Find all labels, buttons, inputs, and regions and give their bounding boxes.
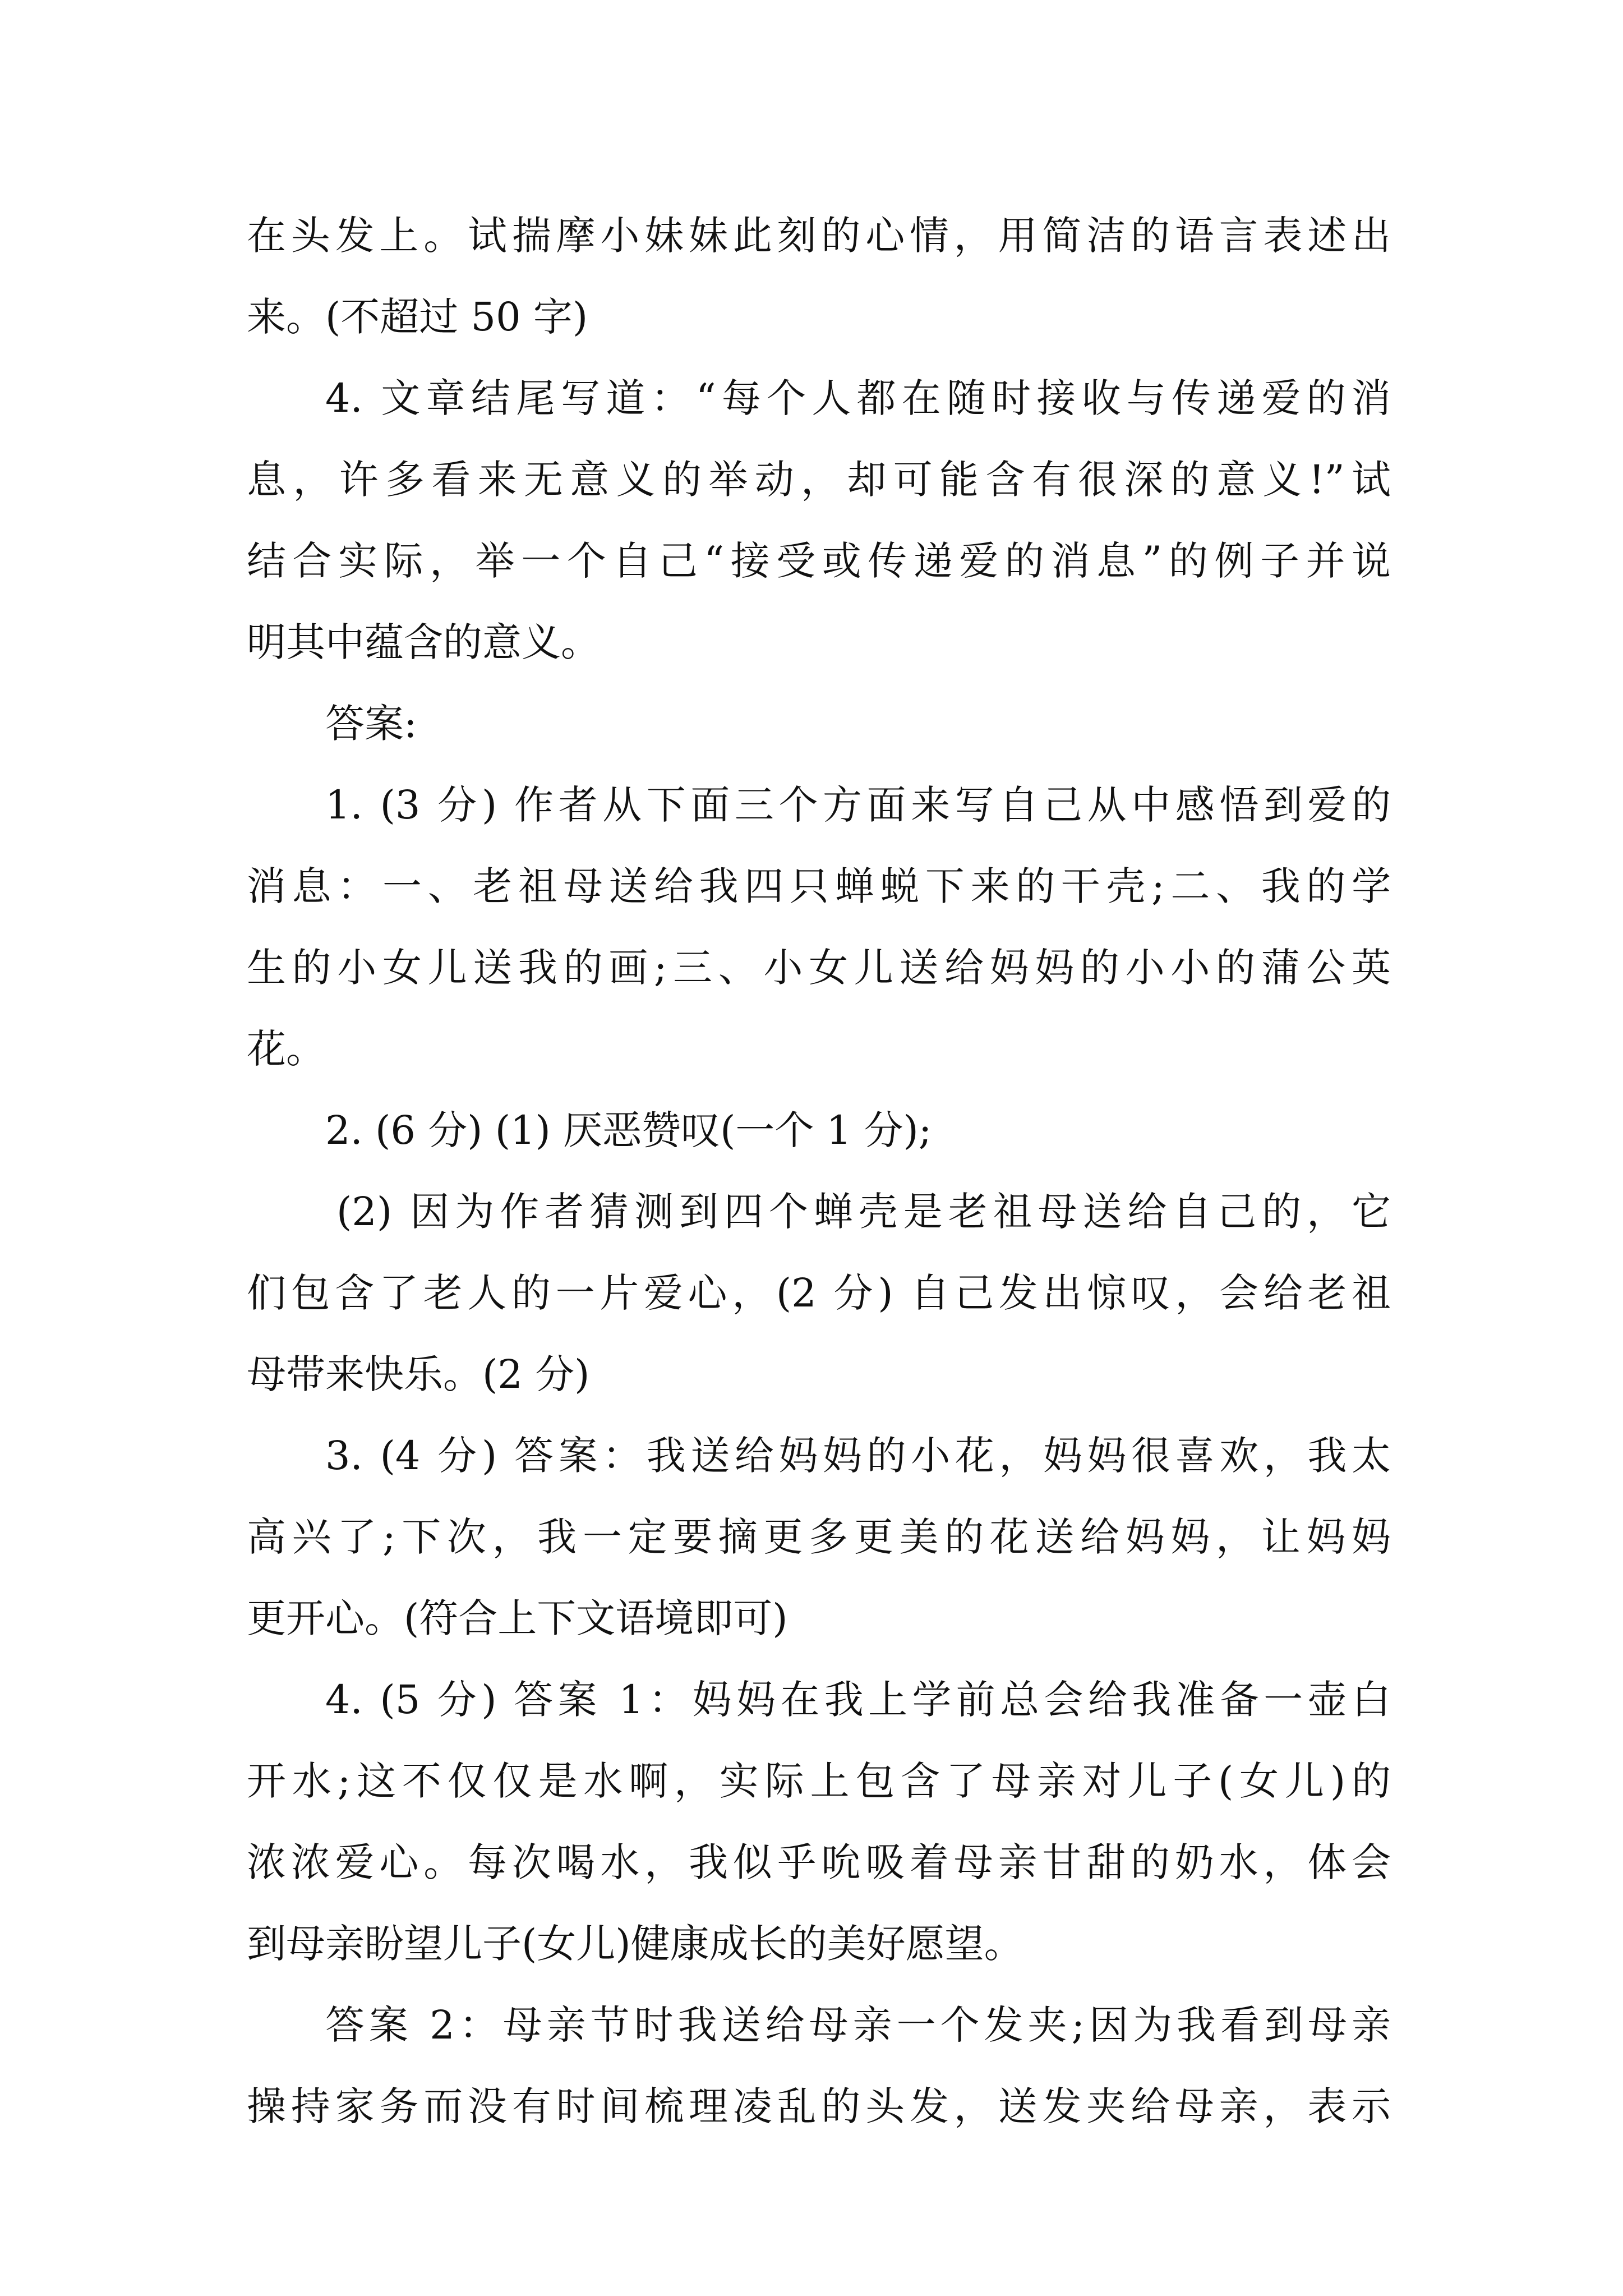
text-line: 更开心。(符合上下文语境即可) bbox=[247, 1595, 788, 1641]
text-line: 到母亲盼望儿子(女儿)健康成长的美好愿望。 bbox=[247, 1921, 1023, 1967]
text-line: 来。(不超过 50 字) bbox=[247, 294, 588, 340]
text-line: 3. (4 分) 答案：我送给妈妈的小花，妈妈很喜欢，我太 bbox=[325, 1433, 1391, 1479]
text-line: 浓浓爱心。每次喝水，我似乎吮吸着母亲甘甜的奶水，体会 bbox=[247, 1839, 1391, 1885]
text-line: 4. 文章结尾写道：“每个人都在随时接收与传递爱的消 bbox=[325, 375, 1391, 421]
text-line: 操持家务而没有时间梳理凌乱的头发，送发夹给母亲，表示 bbox=[247, 2083, 1391, 2129]
text-line: 生的小女儿送我的画;三、小女儿送给妈妈的小小的蒲公英 bbox=[247, 945, 1391, 991]
text-line: 高兴了;下次，我一定要摘更多更美的花送给妈妈，让妈妈 bbox=[247, 1514, 1391, 1560]
text-line: 母带来快乐。(2 分) bbox=[247, 1351, 590, 1397]
text-line: 答案 2：母亲节时我送给母亲一个发夹;因为我看到母亲 bbox=[325, 2002, 1391, 2048]
text-line: 2. (6 分) (1) 厌恶赞叹(一个 1 分); bbox=[325, 1107, 932, 1153]
section-heading: 答案: bbox=[325, 701, 417, 747]
text-line: 们包含了老人的一片爱心，(2 分) 自己发出惊叹，会给老祖 bbox=[247, 1270, 1391, 1316]
text-line: 息，许多看来无意义的举动，却可能含有很深的意义!”试 bbox=[247, 457, 1391, 503]
text-line: 结合实际，举一个自己“接受或传递爱的消息”的例子并说 bbox=[247, 538, 1391, 584]
text-line: 明其中蕴含的意义。 bbox=[247, 619, 600, 665]
text-line: 消息：一、老祖母送给我四只蝉蜕下来的干壳;二、我的学 bbox=[247, 863, 1391, 909]
text-line: 1. (3 分) 作者从下面三个方面来写自己从中感悟到爱的 bbox=[325, 782, 1391, 828]
text-line: 在头发上。试揣摩小妹妹此刻的心情，用简洁的语言表述出 bbox=[247, 213, 1391, 259]
text-line: 开水;这不仅仅是水啊，实际上包含了母亲对儿子(女儿)的 bbox=[247, 1758, 1391, 1804]
text-line: 4. (5 分) 答案 1：妈妈在我上学前总会给我准备一壶白 bbox=[325, 1677, 1391, 1723]
text-line: (2) 因为作者猜测到四个蝉壳是老祖母送给自己的，它 bbox=[336, 1189, 1391, 1235]
text-line: 花。 bbox=[247, 1026, 325, 1072]
